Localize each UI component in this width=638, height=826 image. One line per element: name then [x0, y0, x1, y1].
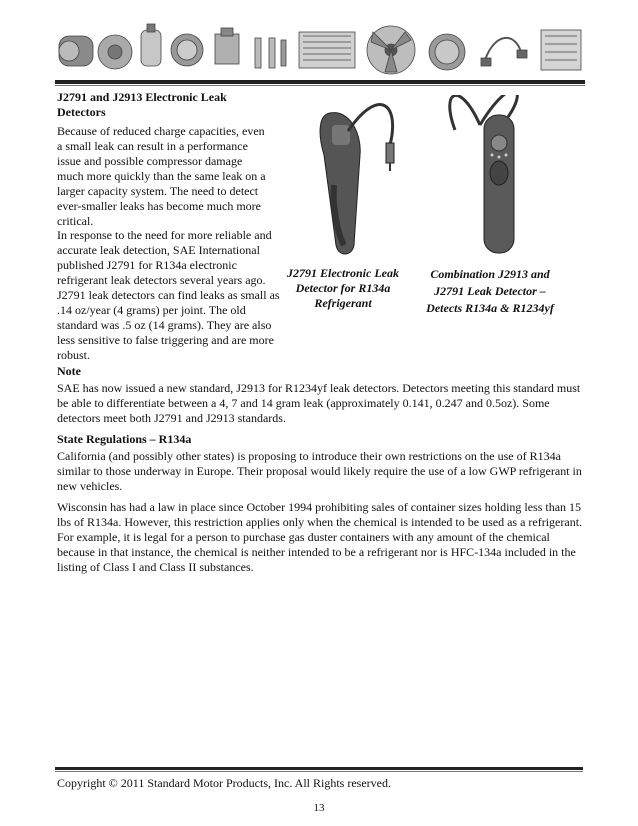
- footer-rule-thin: [55, 771, 583, 772]
- figure-caption-combination: Combination J2913 and J2791 Leak Detector – Detects R134a & R1234yf: [426, 267, 554, 315]
- leak-detector-photos: [290, 95, 590, 265]
- header-parts-image: [55, 22, 585, 78]
- copyright-notice: Copyright © 2011 Standard Motor Products, Inc. All Rights reserved.: [57, 776, 391, 790]
- note-body: SAE has now issued a new standard, J2913 for R1234yf leak detectors. Detectors meeting this standard must be able to differentiate between a 4, 7 and 14 gram leak (approximately 0.141, 0.247 and 0.5oz). Some detectors meet both J2791 and J2913 standards.: [57, 381, 581, 425]
- intro-paragraph-1: Because of reduced charge capacities, even a small leak can result in a performance issue and possible compressor damage much more quickly than the same leak on a larger capacity system. The need to detect ever-smaller leaks has become much more critical.: [57, 124, 266, 228]
- footer-rule: [55, 767, 583, 770]
- j2791-detector-image: [320, 105, 394, 254]
- combination-detector-image: [450, 95, 518, 253]
- header-rule-thin: [55, 85, 585, 86]
- note-heading: Note: [57, 364, 81, 378]
- section-title: J2791 and J2913 Electronic Leak Detectors: [57, 90, 227, 119]
- page-number: 13: [313, 802, 325, 814]
- wisconsin-paragraph: Wisconsin has had a law in place since October 1994 prohibiting sales of container sizes holding less than 15 lbs of R134a. However, this restriction applies only when the chemical is intended to be used as a refrigerant. For example, it is legal for a person to purchase gas duster containers with any amount of the chemical because in that instance, the chemical is neither intended to be a refrigerant nor is HFC-134a included in the listing of Class I and Class II substances.: [57, 500, 583, 574]
- figure-caption-j2791: J2791 Electronic Leak Detector for R134a Refrigerant: [287, 266, 399, 310]
- header-rule: [55, 80, 585, 84]
- california-paragraph: California (and possibly other states) is proposing to introduce their own restrictions on the use of R134a similar to those underway in Europe. Their proposal would likely require the use of a low GWP refrigerant in new vehicles.: [57, 449, 582, 493]
- state-regulations-heading: State Regulations – R134a: [57, 432, 192, 446]
- intro-paragraph-2: In response to the need for more reliable and accurate leak detection, SAE International published J2791 for R134a electronic refrigerant leak detectors several years ago. J2791 leak detectors can find leaks as small as .14 oz/year (4 grams) per joint. The old standard was .5 oz (14 grams). They are also less sensitive to false triggering and are more robust.: [57, 228, 280, 362]
